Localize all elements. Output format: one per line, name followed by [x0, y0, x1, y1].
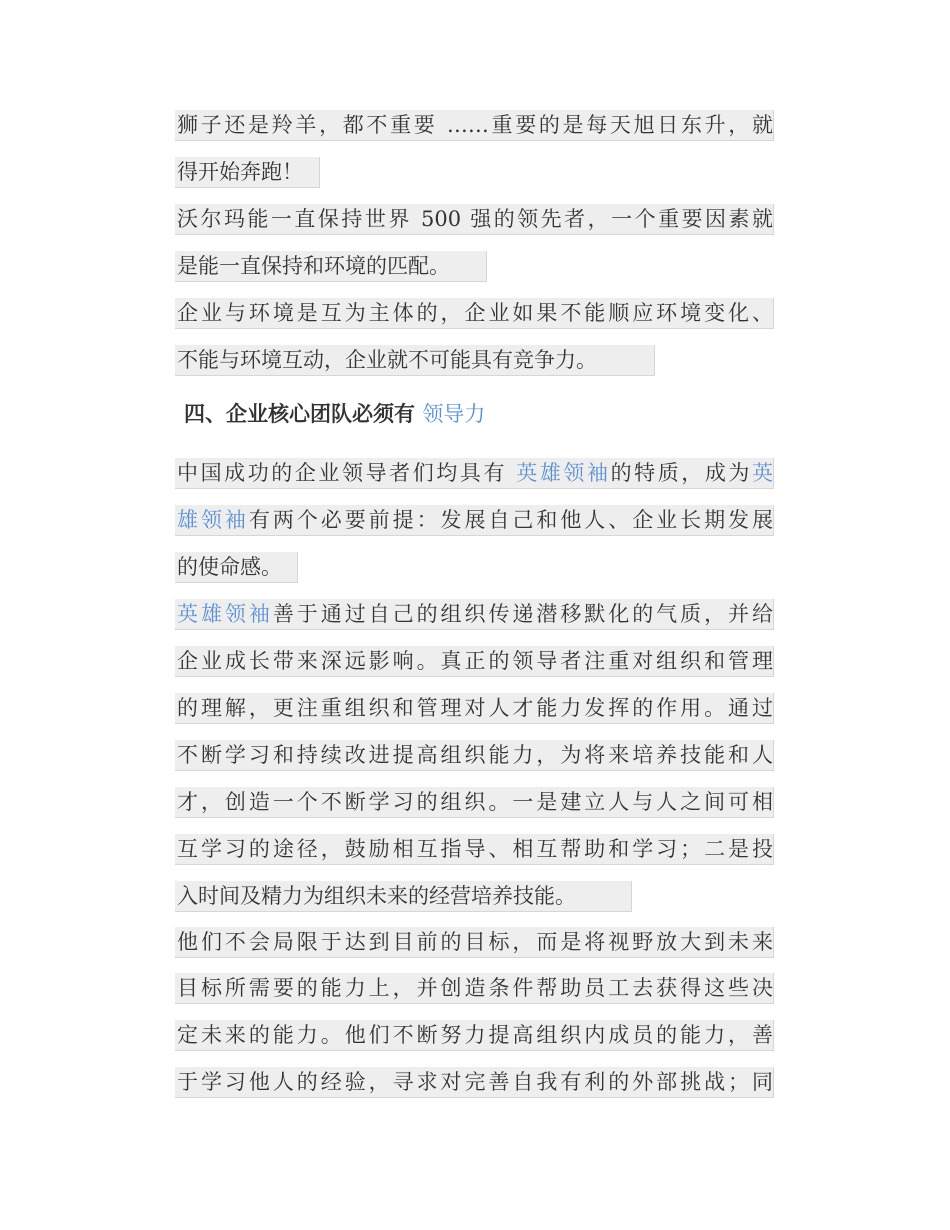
para2-line2: 是能一直保持和环境的匹配。 — [175, 251, 487, 282]
hero-leader-link-3[interactable]: 英雄领袖 — [177, 602, 273, 626]
para3-line2: 不能与环境互动，企业就不可能具有竞争力。 — [175, 345, 655, 376]
section-heading — [184, 398, 485, 430]
para5-line4: 不断学习和持续改进提高组织能力，为将来培养技能和人 — [175, 740, 774, 771]
para2-line1: 沃尔玛能一直保持世界 500 强的领先者，一个重要因素就 — [175, 204, 774, 235]
para5-line1 — [175, 599, 774, 630]
para5-line3: 的理解，更注重组织和管理对人才能力发挥的作用。通过 — [175, 693, 774, 724]
para4-line3: 的使命感。 — [175, 552, 298, 583]
para1-line2: 得开始奔跑！ — [175, 157, 320, 188]
para5-line7: 入时间及精力为组织未来的经营培养技能。 — [175, 881, 632, 912]
para6-line1: 他们不会局限于达到目前的目标，而是将视野放大到未来 — [175, 927, 774, 958]
hero-leader-link-1[interactable]: 英雄领袖 — [516, 461, 611, 485]
hero-leader-link-2a[interactable]: 英 — [752, 461, 773, 485]
para4-text-a: 中国成功的企业领导者们均具有 — [177, 461, 517, 485]
para6-line3: 定未来的能力。他们不断努力提高组织内成员的能力，善 — [175, 1020, 774, 1051]
para5-text-a: 善于通过自己的组织传递潜移默化的气质，并给 — [272, 602, 774, 626]
para4-text-c: 有两个必要前提：发展自己和他人、企业长期发展 — [248, 508, 773, 532]
hero-leader-link-2b[interactable]: 雄领袖 — [177, 508, 249, 532]
para3-line1: 企业与环境是互为主体的，企业如果不能顺应环境变化、 — [175, 298, 774, 329]
para6-line4: 于学习他人的经验，寻求对完善自我有利的外部挑战；同 — [175, 1067, 774, 1098]
para6-line2: 目标所需要的能力上，并创造条件帮助员工去获得这些决 — [175, 973, 774, 1004]
para4-text-b: 的特质，成为 — [610, 461, 752, 485]
para5-line6: 互学习的途径，鼓励相互指导、相互帮助和学习；二是投 — [175, 834, 774, 865]
heading-text: 四、企业核心团队必须有 — [184, 402, 423, 426]
para4-line1 — [175, 458, 774, 489]
para4-line2 — [175, 505, 774, 536]
para1-line1: 狮子还是羚羊，都不重要 ……重要的是每天旭日东升，就 — [175, 110, 774, 141]
para5-line2: 企业成长带来深远影响。真正的领导者注重对组织和管理 — [175, 646, 774, 677]
heading-link[interactable]: 领导力 — [422, 402, 486, 426]
para5-line5: 才，创造一个不断学习的组织。一是建立人与人之间可相 — [175, 787, 774, 818]
